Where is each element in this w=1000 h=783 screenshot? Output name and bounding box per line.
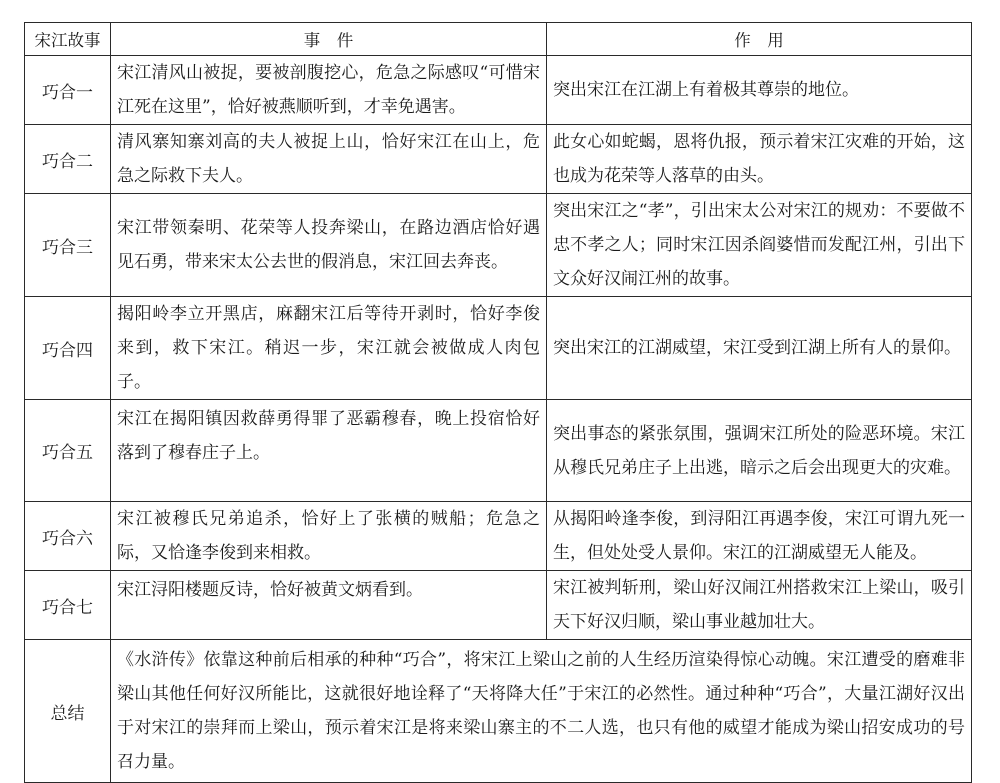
header-event: 事 件: [111, 23, 547, 56]
table-row: [25, 194, 972, 297]
row-effect: 突出宋江之“孝”，引出宋太公对宋江的规劝：不要做不忠不孝之人；同时宋江因杀阎婆惜而发配江州，引出下文众好汉闹江州的故事。: [547, 194, 972, 297]
row-effect: 宋江被判斩刑，梁山好汉闹江州搭救宋江上梁山，吸引天下好汉归顺，梁山事业越加壮大。: [547, 571, 972, 640]
row-event: 揭阳岭李立开黑店，麻翻宋江后等待开剥时，恰好李俊来到，救下宋江。稍迟一步，宋江就会被做成人肉包子。: [111, 297, 547, 400]
row-name: 巧合一: [25, 56, 111, 125]
row-event: 清风寨知寨刘高的夫人被捉上山，恰好宋江在山上，危急之际救下夫人。: [111, 125, 547, 194]
row-event: 宋江清风山被捉，要被剖腹挖心，危急之际感叹“可惜宋江死在这里”，恰好被燕顺听到，才幸免遇害。: [111, 56, 547, 125]
header-effect: 作 用: [547, 23, 972, 56]
summary-text: 《水浒传》依靠这种前后相承的种种“巧合”，将宋江上梁山之前的人生经历渲染得惊心动魄。宋江遭受的磨难非梁山其他任何好汉所能比，这就很好地诠释了“天将降大任”于宋江的必然性。通过种种“巧合”，大量江湖好汉出于对宋江的崇拜而上梁山，预示着宋江是将来梁山寨主的不二人选，也只有他的威望才能成为梁山招安成功的号召力量。: [111, 640, 972, 783]
summary-row: [25, 640, 972, 783]
row-event: 宋江带领秦明、花荣等人投奔梁山，在路边酒店恰好遇见石勇，带来宋太公去世的假消息，宋江回去奔丧。: [111, 194, 547, 297]
row-name: 巧合三: [25, 194, 111, 297]
table-row: [25, 571, 972, 640]
row-name: 巧合二: [25, 125, 111, 194]
row-effect: 从揭阳岭逢李俊，到浔阳江再遇李俊，宋江可谓九死一生，但处处受人景仰。宋江的江湖威望无人能及。: [547, 502, 972, 571]
story-table: [24, 22, 972, 783]
table-row: [25, 125, 972, 194]
header-story: 宋江故事: [25, 23, 111, 56]
row-event: 宋江被穆氏兄弟追杀，恰好上了张横的贼船；危急之际，又恰逢李俊到来相救。: [111, 502, 547, 571]
row-effect: 此女心如蛇蝎，恩将仇报，预示着宋江灾难的开始，这也成为花荣等人落草的由头。: [547, 125, 972, 194]
row-effect: 突出宋江在江湖上有着极其尊崇的地位。: [547, 56, 972, 125]
summary-name: 总结: [25, 640, 111, 783]
row-effect: 突出事态的紧张氛围，强调宋江所处的险恶环境。宋江从穆氏兄弟庄子上出逃，暗示之后会出现更大的灾难。: [547, 400, 972, 502]
table-row: [25, 502, 972, 571]
row-effect: 突出宋江的江湖威望，宋江受到江湖上所有人的景仰。: [547, 297, 972, 400]
row-event: 宋江浔阳楼题反诗，恰好被黄文炳看到。: [111, 571, 547, 640]
row-name: 巧合六: [25, 502, 111, 571]
row-event: 宋江在揭阳镇因救薛勇得罪了恶霸穆春，晚上投宿恰好落到了穆春庄子上。: [111, 400, 547, 502]
row-name: 巧合四: [25, 297, 111, 400]
table-row: [25, 297, 972, 400]
row-name: 巧合七: [25, 571, 111, 640]
header-row: [25, 23, 972, 56]
table-row: [25, 56, 972, 125]
row-name: 巧合五: [25, 400, 111, 502]
table-row: [25, 400, 972, 502]
